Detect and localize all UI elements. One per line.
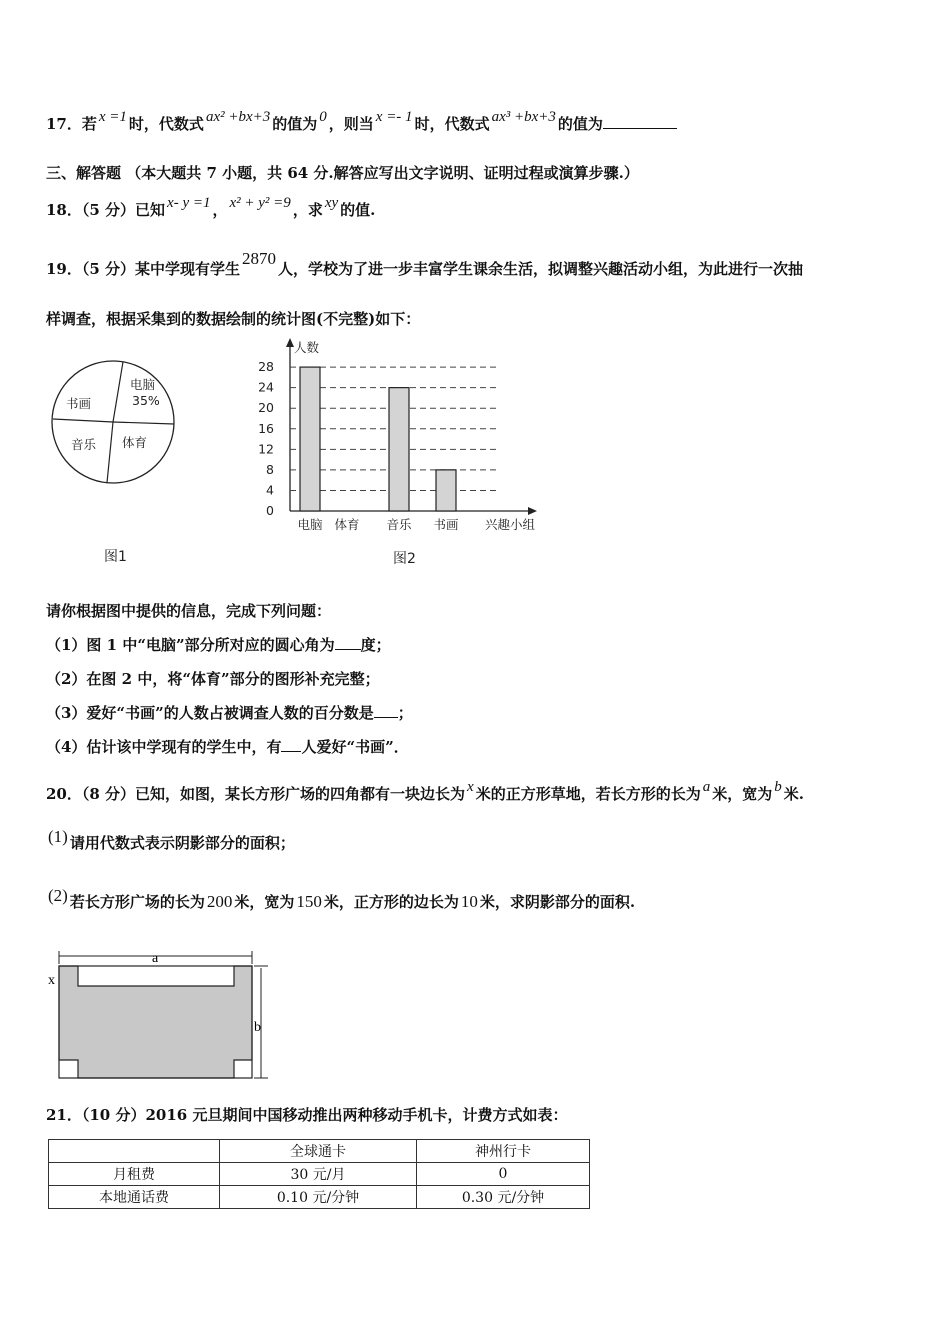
bar <box>436 470 456 511</box>
student-count: 2870 <box>242 249 277 268</box>
bar <box>389 388 409 511</box>
q19-part-4: （4）估计该中学现有的学生中，有 人爱好“书画”． <box>46 738 409 756</box>
q17-expression-1: ax² +bx+3 <box>205 109 271 125</box>
q18-equation-1: x- y =1 <box>167 195 211 211</box>
bar-chart <box>250 333 550 573</box>
plaza-figure <box>44 940 284 1090</box>
bar-y-tick-label: 16 <box>258 420 274 436</box>
question-19: 19．（5 分）某中学现有学生2870人，学校为了进一步丰富学生课余生活，拟调整兴趣活动小组，为此进行一次抽 <box>46 249 804 278</box>
table-cell: 0.30 元/分钟 <box>417 1186 590 1209</box>
q19-part-3: （3）爱好“书画”的人数占被调查人数的百分数是 ； <box>46 704 413 722</box>
table-row <box>49 1163 590 1186</box>
q20-part-2: (2) 若长方形广场的长为 200 米，宽为 150 米，正方形的边长为 10 米，求阴影部分的面积. <box>48 886 636 911</box>
pie-label-music: 音乐 <box>71 437 97 452</box>
q19-part-2: （2）在图 2 中，将“体育”部分的图形补充完整； <box>46 670 380 688</box>
q19-intro: 请你根据图中提供的信息，完成下列问题： <box>46 602 332 620</box>
label-a: a <box>152 951 159 966</box>
shaded-region <box>59 966 252 1078</box>
bar-y-axis-arrow <box>286 338 294 347</box>
q17-condition-1: x =1 <box>98 109 127 125</box>
label-b: b <box>254 1020 261 1035</box>
table-cell: 30 元/月 <box>220 1163 417 1186</box>
q19-part-1: （1）图 1 中“电脑”部分所对应的圆心角为 度； <box>46 636 391 654</box>
bar-y-tick-label: 12 <box>258 441 274 457</box>
question-21: 21．（10 分）2016 元旦期间中国移动推出两种移动手机卡，计费方式如表： <box>46 1106 568 1124</box>
answer-blank <box>603 128 677 129</box>
bar-y-tick-label: 8 <box>266 461 274 477</box>
bar-category-label: 电脑 <box>297 517 323 532</box>
table-cell: 神州行卡 <box>417 1140 590 1163</box>
q17-number: 17． <box>46 115 82 133</box>
answer-blank <box>335 649 361 650</box>
pie-chart <box>46 355 186 570</box>
figure-2-caption: 图2 <box>393 551 416 567</box>
table-cell: 本地通话费 <box>49 1186 220 1209</box>
bar-x-axis-arrow <box>528 507 537 515</box>
table-row <box>49 1186 590 1209</box>
bar-y-tick-label: 4 <box>266 482 274 498</box>
bar <box>300 367 320 511</box>
question-20: 20．（8 分）已知，如图，某长方形广场的四角都有一块边长为 x 米的正方形草地，若长方形的长为 a 米，宽为 b 米. <box>46 779 804 803</box>
table-cell: 0.10 元/分钟 <box>220 1186 417 1209</box>
section-heading: 三、解答题 （本大题共 7 小题，共 64 分.解答应写出文字说明、证明过程或演算步骤.） <box>46 164 639 182</box>
bar-y-axis-label: 人数 <box>294 340 320 355</box>
bar-y-tick-label: 24 <box>258 379 274 395</box>
table-cell: 0 <box>417 1163 590 1186</box>
pie-percent-computer: 35% <box>132 393 160 408</box>
q17-expression-2: ax³ +bx+3 <box>491 109 556 125</box>
bar-category-label: 书画 <box>433 517 459 532</box>
answer-blank <box>374 717 398 718</box>
question-19-line-2: 样调查，根据采集到的数据绘制的统计图(不完整)如下： <box>46 310 421 328</box>
bar-category-label: 音乐 <box>386 517 412 532</box>
pie-label-sports: 体育 <box>122 435 148 450</box>
pie-label-painting: 书画 <box>66 396 92 411</box>
label-x: x <box>48 973 55 988</box>
table-cell: 全球通卡 <box>220 1140 417 1163</box>
bar-category-label: 体育 <box>334 517 360 532</box>
bar-y-tick-label: 20 <box>258 400 274 416</box>
pie-label-computer: 电脑 <box>130 377 156 392</box>
q20-part-1: (1) 请用代数式表示阴影部分的面积； <box>48 827 295 852</box>
q18-equation-2: x² + y² =9 <box>229 195 291 211</box>
question-17: 17．若 x =1 时，代数式 ax² +bx+3 的值为 0 ，则当 x =- 1 时，代数式 ax³ +bx+3 的值为 <box>46 113 677 134</box>
bar-y-tick-label: 28 <box>258 359 274 375</box>
figure-1-caption: 图1 <box>104 549 127 565</box>
bar-x-axis-label: 兴趣小组 <box>484 517 536 532</box>
answer-blank <box>281 751 301 752</box>
table-cell <box>49 1140 220 1163</box>
table-cell: 月租费 <box>49 1163 220 1186</box>
table-header-row <box>49 1140 590 1163</box>
q17-condition-2: x =- 1 <box>375 109 413 125</box>
bar-y-tick-label: 0 <box>266 503 274 518</box>
fee-table <box>48 1139 590 1209</box>
question-18: 18．（5 分）已知 x- y =1 ， x² + y² =9 ，求 xy 的值. <box>46 195 376 219</box>
